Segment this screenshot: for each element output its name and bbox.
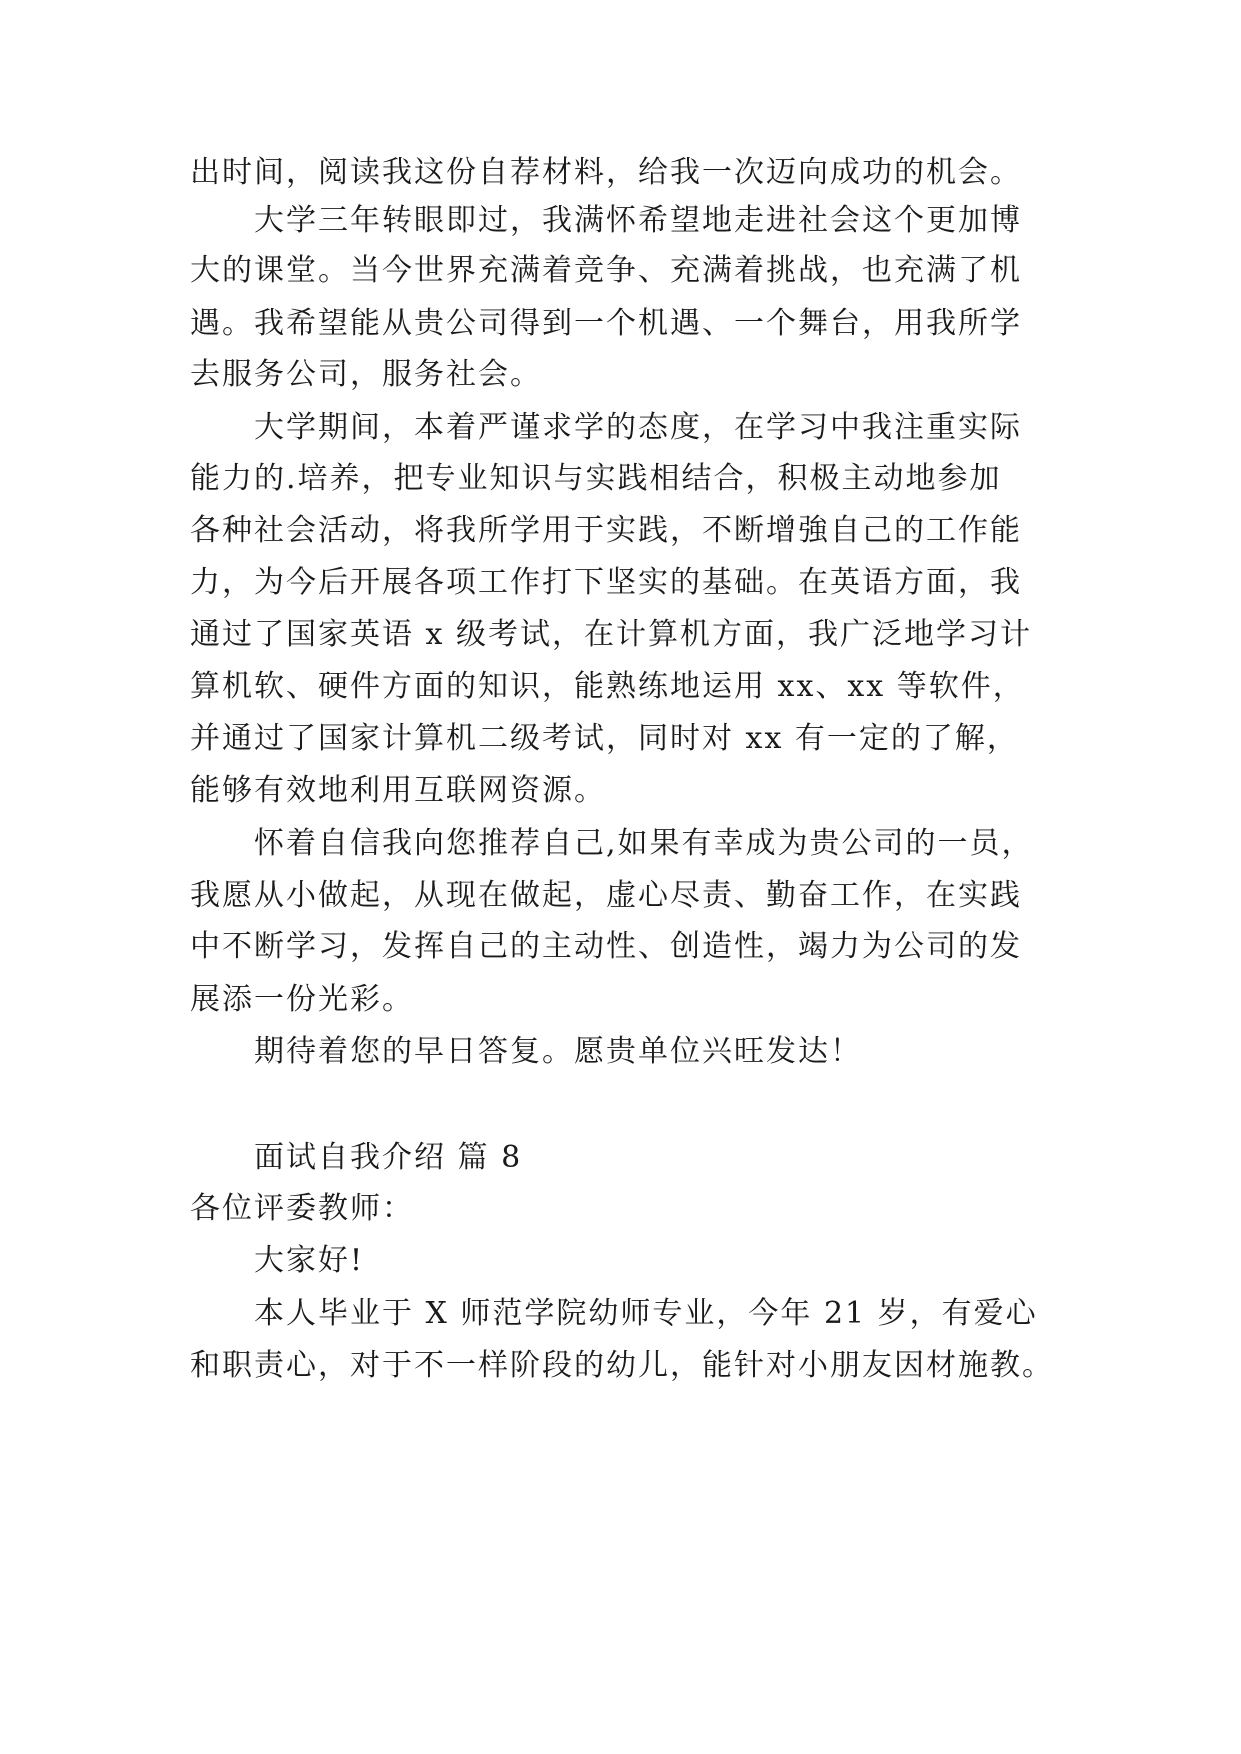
paragraph-start-line: 本人毕业于 X 师范学院幼师专业，今年 21 岁，有爱心 bbox=[254, 1296, 1038, 1331]
text-line: 和职责心，对于不一样阶段的幼儿，能针对小朋友因材施教。 bbox=[190, 1348, 1054, 1383]
text-line: 大的课堂。当今世界充满着竞争、充满着挑战，也充满了机 bbox=[190, 253, 1022, 288]
greeting-line: 大家好! bbox=[254, 1243, 365, 1278]
text-line: 并通过了国家计算机二级考试，同时对 xx 有一定的了解， bbox=[190, 721, 1019, 756]
text-line: 能力的.培养，把专业知识与实践相结合，积极主动地参加 bbox=[190, 461, 1002, 496]
text-line: 能够有效地利用互联网资源。 bbox=[190, 773, 606, 808]
salutation-line: 各位评委教师： bbox=[190, 1191, 414, 1226]
text-line: 算机软、硬件方面的知识，能熟练地运用 xx、xx 等软件， bbox=[190, 669, 1025, 704]
text-line: 展添一份光彩。 bbox=[190, 982, 414, 1017]
paragraph-start-line: 大学三年转眼即过，我满怀希望地走进社会这个更加博 bbox=[254, 203, 1022, 238]
paragraph-start-line: 期待着您的早日答复。愿贵单位兴旺发达！ bbox=[254, 1034, 862, 1069]
paragraph-start-line: 大学期间，本着严谨求学的态度，在学习中我注重实际 bbox=[254, 410, 1022, 445]
text-line: 出时间，阅读我这份自荐材料，给我一次迈向成功的机会。 bbox=[190, 155, 1022, 190]
section-heading: 面试自我介绍 篇 8 bbox=[254, 1140, 523, 1175]
text-line: 中不断学习，发挥自己的主动性、创造性，竭力为公司的发 bbox=[190, 929, 1022, 964]
text-line: 我愿从小做起，从现在做起，虚心尽责、勤奋工作，在实践 bbox=[190, 878, 1022, 913]
text-line: 遇。我希望能从贵公司得到一个机遇、一个舞台，用我所学 bbox=[190, 306, 1022, 341]
paragraph-start-line: 怀着自信我向您推荐自己,如果有幸成为贵公司的一员， bbox=[254, 826, 1034, 861]
text-line: 去服务公司，服务社会。 bbox=[190, 357, 542, 392]
text-line: 力，为今后开展各项工作打下坚实的基础。在英语方面，我 bbox=[190, 565, 1022, 600]
text-line: 通过了国家英语 x 级考试，在计算机方面，我广泛地学习计 bbox=[190, 617, 1032, 652]
text-line: 各种社会活动，将我所学用于实践，不断增強自己的工作能 bbox=[190, 513, 1022, 548]
